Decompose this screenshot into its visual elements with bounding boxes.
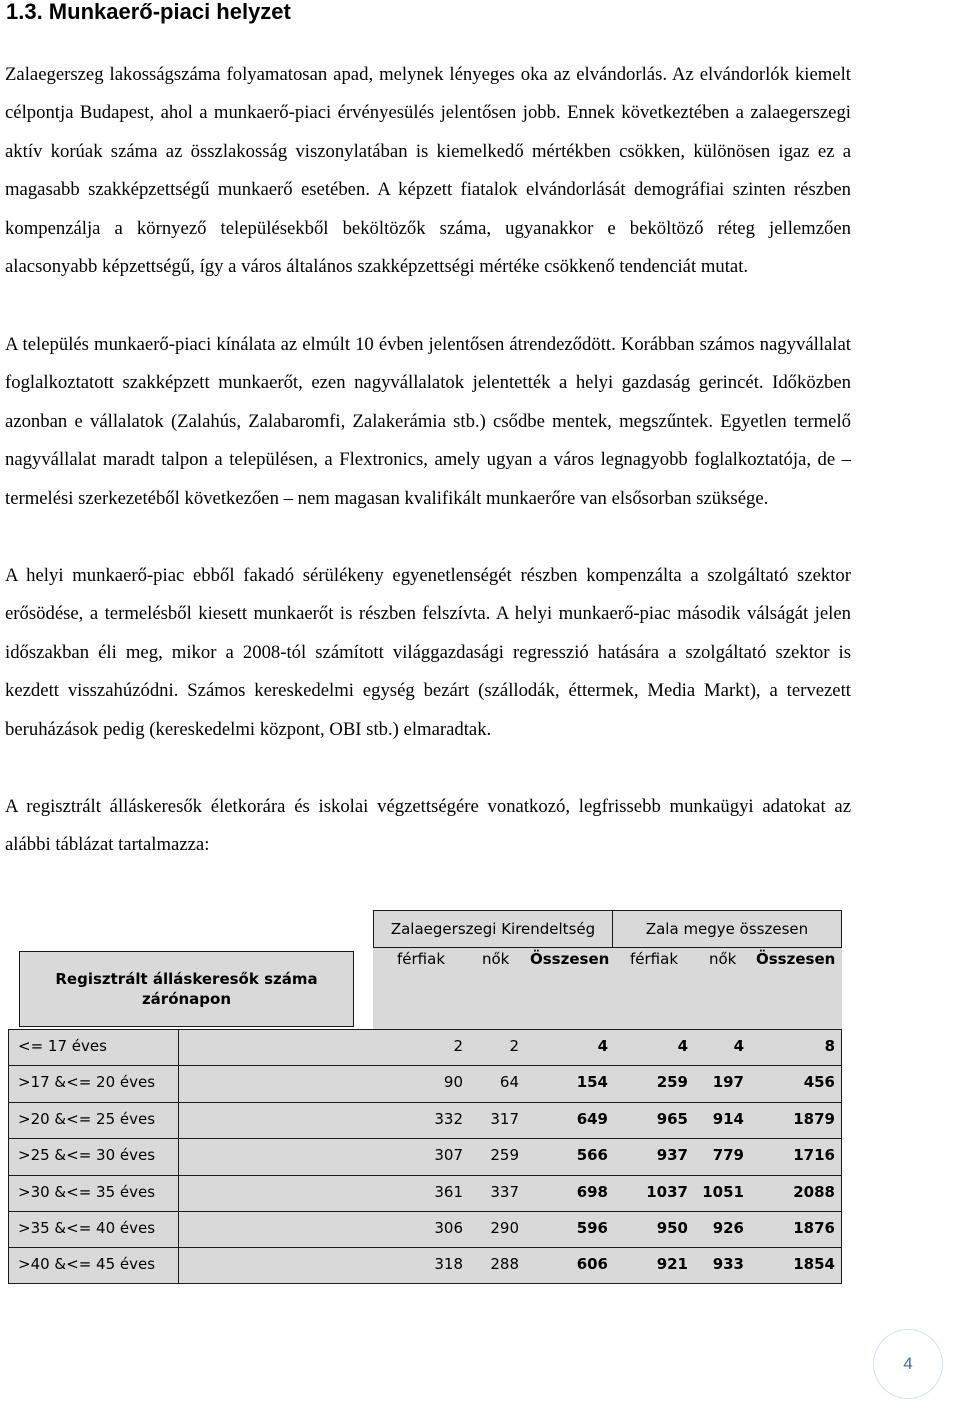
row-label: >17 &<= 20 éves: [18, 1073, 156, 1092]
paragraph-table-intro: A regisztrált álláskeresők életkorára és iskolai végzettségére vonatkozó, legfrissebb munkaügyi adatokat az alábbi táblázat tartalmazza:: [5, 796, 851, 856]
table-cell: 2088: [793, 1182, 835, 1201]
table-cell: 361: [434, 1182, 463, 1201]
col-county-total: Összesen: [756, 950, 836, 968]
label-column-divider: [178, 1175, 179, 1211]
table-cell: 1716: [793, 1146, 835, 1165]
row-label: >35 &<= 40 éves: [18, 1219, 156, 1237]
table-cell: 307: [434, 1146, 463, 1165]
row-label: >30 &<= 35 éves: [18, 1182, 156, 1201]
paragraph-service-sector: A helyi munkaerő-piac ebből fakadó sérülékeny egyenetlenségét részben kompenzálta a szolgáltató szektor erősödése, a termelésből kiesett munkaerőt is részben felszívta. A helyi munkaerő-piac második válságát jelen időszakban éli meg, mikor a 2008-tól számított világgazdasági regresszió hatására a szolgáltató szektor is kezdett visszahúzódni. Számos kereskedelmi egység bezárt (szállodák, éttermek, Media Markt), a tervezett beruházások pedig (kereskedelmi központ, OBI stb.) elmaradtak.: [5, 565, 851, 740]
table-cell: 779: [712, 1146, 744, 1165]
table-cell: 259: [656, 1073, 688, 1092]
row-divider: [8, 1211, 842, 1212]
table-cell: 596: [576, 1219, 608, 1237]
table-cell: 259: [490, 1146, 519, 1165]
table-cell: 90: [443, 1073, 463, 1092]
row-label: >20 &<= 25 éves: [18, 1109, 156, 1128]
col-county-men: férfiak: [630, 950, 679, 968]
row-divider: [8, 1065, 842, 1066]
table-cell: 456: [803, 1073, 835, 1092]
table-cell: 4: [597, 1037, 608, 1055]
label-column-divider: [178, 1247, 179, 1283]
table-cell: 288: [490, 1255, 519, 1274]
row-divider: [8, 1138, 842, 1139]
table-cell: 332: [434, 1109, 463, 1128]
row-divider: [8, 1175, 842, 1176]
table-cell: 566: [576, 1146, 608, 1165]
table-cell: 306: [434, 1219, 463, 1237]
table-cell: 318: [434, 1255, 463, 1274]
table-cell: 698: [576, 1182, 608, 1201]
table-cell: 965: [656, 1109, 688, 1128]
table-cell: 649: [576, 1109, 608, 1128]
paragraph-labour-supply: A település munkaerő-piaci kínálata az elmúlt 10 évben jelentősen átrendeződött. Korábban számos nagyvállalat foglalkoztatott szakképzett munkaerőt, ezen nagyvállalatok jelentették a helyi gazdaság gerincét. Időközben azonban e vállalatok (Zalahús, Zalabaromfi, Zalakerámia stb.) csődbe mentek, megszűntek. Egyetlen termelő nagyvállalat maradt talpon a településen, a Flextronics, amely ugyan a város legnagyobb foglalkoztatója, de – termelési szerkezetéből következően – nem magasan kvalifikált munkaerőre van elsősorban szüksége.: [5, 334, 851, 509]
col-office-total: Összesen: [530, 950, 610, 968]
table-cell: 1037: [646, 1182, 688, 1201]
row-divider: [8, 1102, 842, 1103]
section-heading: 1.3. Munkaerő-piaci helyzet: [6, 0, 291, 24]
table-cell: 8: [824, 1037, 835, 1055]
group-header-county: Zala megye összesen: [645, 920, 809, 938]
table-cell: 606: [576, 1255, 608, 1274]
label-column-divider: [178, 1102, 179, 1138]
table-cell: 290: [490, 1219, 519, 1237]
table-cell: 1876: [793, 1219, 835, 1237]
table-cell: 914: [712, 1109, 744, 1128]
table-cell: 64: [499, 1073, 519, 1092]
row-label: >40 &<= 45 éves: [18, 1255, 156, 1274]
label-column-divider: [178, 1029, 179, 1065]
page-number: 4: [873, 1329, 943, 1399]
table-cell: 4: [677, 1037, 688, 1055]
table-cell: 1879: [793, 1109, 835, 1128]
label-column-divider: [178, 1065, 179, 1101]
row-label: >25 &<= 30 éves: [18, 1146, 156, 1165]
row-divider: [8, 1247, 842, 1248]
table-cell: 937: [656, 1146, 688, 1165]
label-column-divider: [178, 1211, 179, 1247]
table-cell: 2: [453, 1037, 463, 1055]
paragraph-emigration: Zalaegerszeg lakosságszáma folyamatosan apad, melynek lényeges oka az elvándorlás. Az elvándorlók kiemelt célpontja Budapest, ahol a munkaerő-piaci érvényesülés jelentősen jobb. Ennek következtében a zalaegerszegi aktív korúak száma az összlakosság viszonylatában is kiemelkedő mértékben csökken, különösen igaz ez a magasabb szakképzettségű munkaerő esetében. A képzett fiatalok elvándorlását demográfiai szinten részben kompenzálja a környező településekből beköltözők száma, ugyanakkor e beköltöző réteg jellemzően alacsonyabb képzettségű, így a város általános szakképzettségi mértéke csökkenő tendenciát mutat.: [5, 64, 851, 278]
table-cell: 1051: [702, 1182, 744, 1201]
table-cell: 337: [490, 1182, 519, 1201]
col-office-men: férfiak: [397, 950, 446, 968]
table-cell: 921: [656, 1255, 688, 1274]
table-cell: 933: [712, 1255, 744, 1274]
table-cell: 926: [712, 1219, 744, 1237]
table-cell: 154: [576, 1073, 608, 1092]
table-cell: 197: [712, 1073, 744, 1092]
table-cell: 317: [490, 1109, 519, 1128]
table-cell: 4: [733, 1037, 744, 1055]
table-cell: 2: [509, 1037, 519, 1055]
col-office-women: nők: [482, 950, 510, 968]
corner-label: Regisztrált álláskeresők száma zárónapon: [55, 970, 318, 1008]
row-label: <= 17 éves: [18, 1037, 107, 1055]
table-cell: 950: [656, 1219, 688, 1237]
label-column-divider: [178, 1138, 179, 1174]
table-cell: 1854: [793, 1255, 835, 1274]
group-header-office: Zalaegerszegi Kirendeltség: [390, 920, 596, 938]
col-county-women: nők: [709, 950, 737, 968]
